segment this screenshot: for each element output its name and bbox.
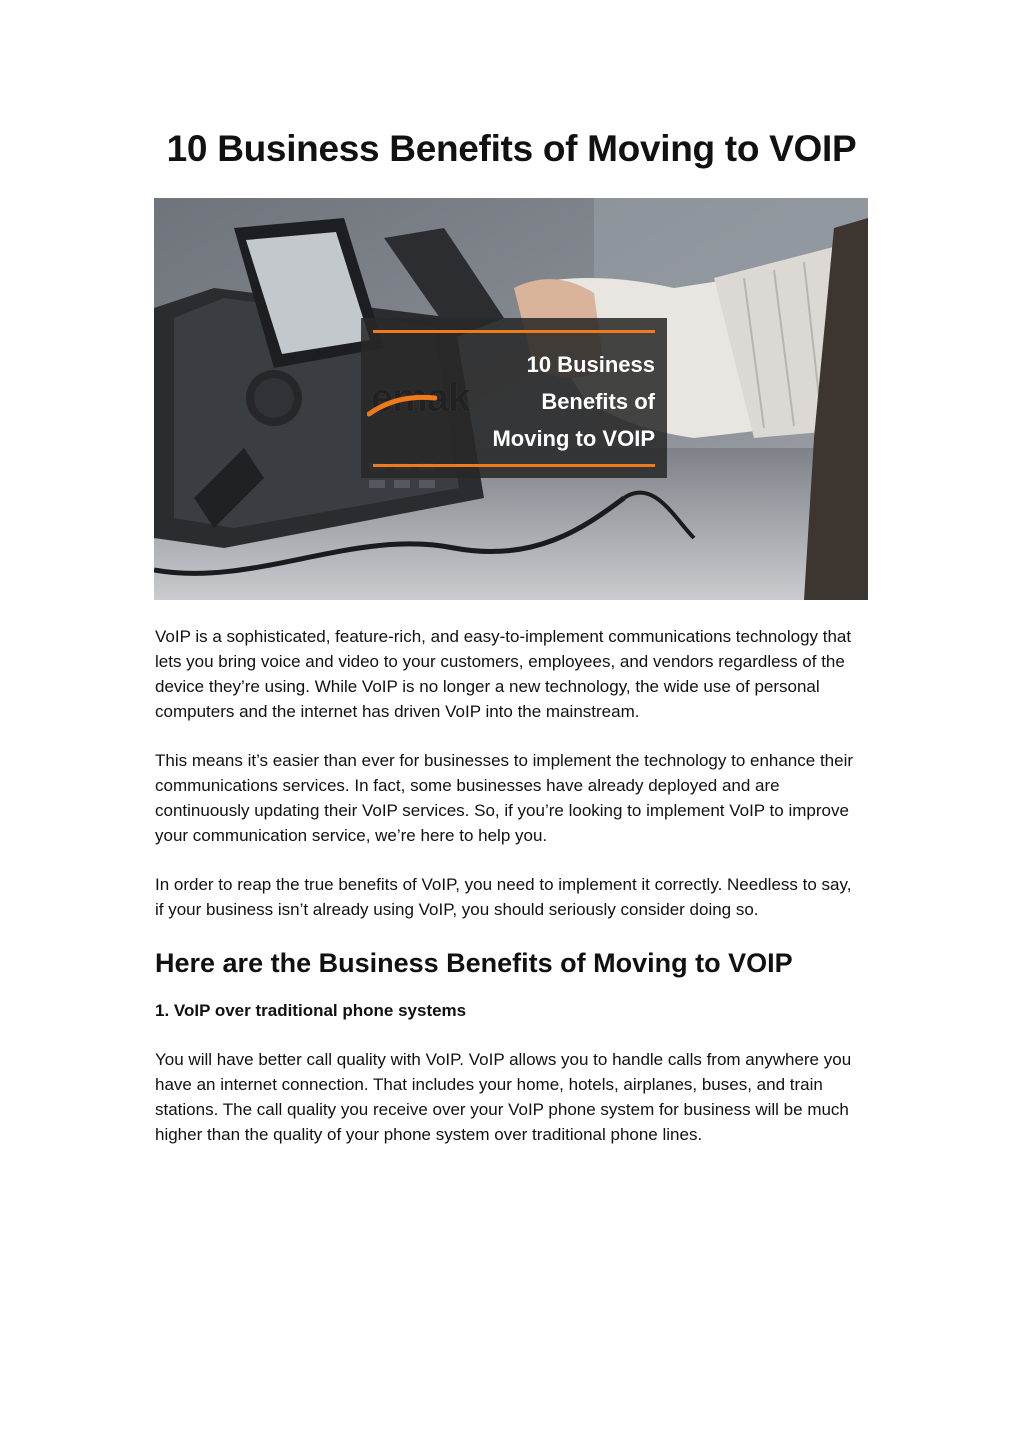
benefit-heading: 1. VoIP over traditional phone systems <box>155 1001 467 1020</box>
hero-title-card <box>361 318 667 478</box>
paragraph: VoIP is a sophisticated, feature-rich, and easy-to-implement communications technology that lets you bring voice and video to your customers, employees, and vendors regardless of the device they’re using. While VoIP is no longer a new technology, the wide use of personal computers and the internet has driven VoIP into the mainstream. <box>155 627 852 721</box>
article-body <box>155 624 855 1171</box>
hero-accent-line-bottom <box>373 464 655 467</box>
hero-accent-line-top <box>373 330 655 333</box>
emak-logo: emak <box>371 376 470 420</box>
logo-swoosh-icon <box>367 392 437 418</box>
section-heading: Here are the Business Benefits of Moving to VOIP <box>155 948 793 978</box>
paragraph: In order to reap the true benefits of VoIP, you need to implement it correctly. Needless to say, if your business isn’t already using VoIP, you should seriously consider doing so. <box>155 875 852 919</box>
paragraph: This means it’s easier than ever for businesses to implement the technology to enhance their communications services. In fact, some businesses have already deployed and are continuously updating their VoIP services. So, if you’re looking to implement VoIP to improve your communication service, we’re here to help you. <box>155 751 854 845</box>
hero-headline: 10 Business Benefits of Moving to VOIP <box>492 352 655 451</box>
document-title: 10 Business Benefits of Moving to VOIP <box>166 128 857 169</box>
paragraph: You will have better call quality with VoIP. VoIP allows you to handle calls from anywhere you have an internet connection. That includes your home, hotels, airplanes, buses, and train stations. The call quality you receive over your VoIP phone system for business will be much higher than the quality of your phone system over traditional phone lines. <box>155 1050 852 1144</box>
hero-image <box>154 198 868 600</box>
